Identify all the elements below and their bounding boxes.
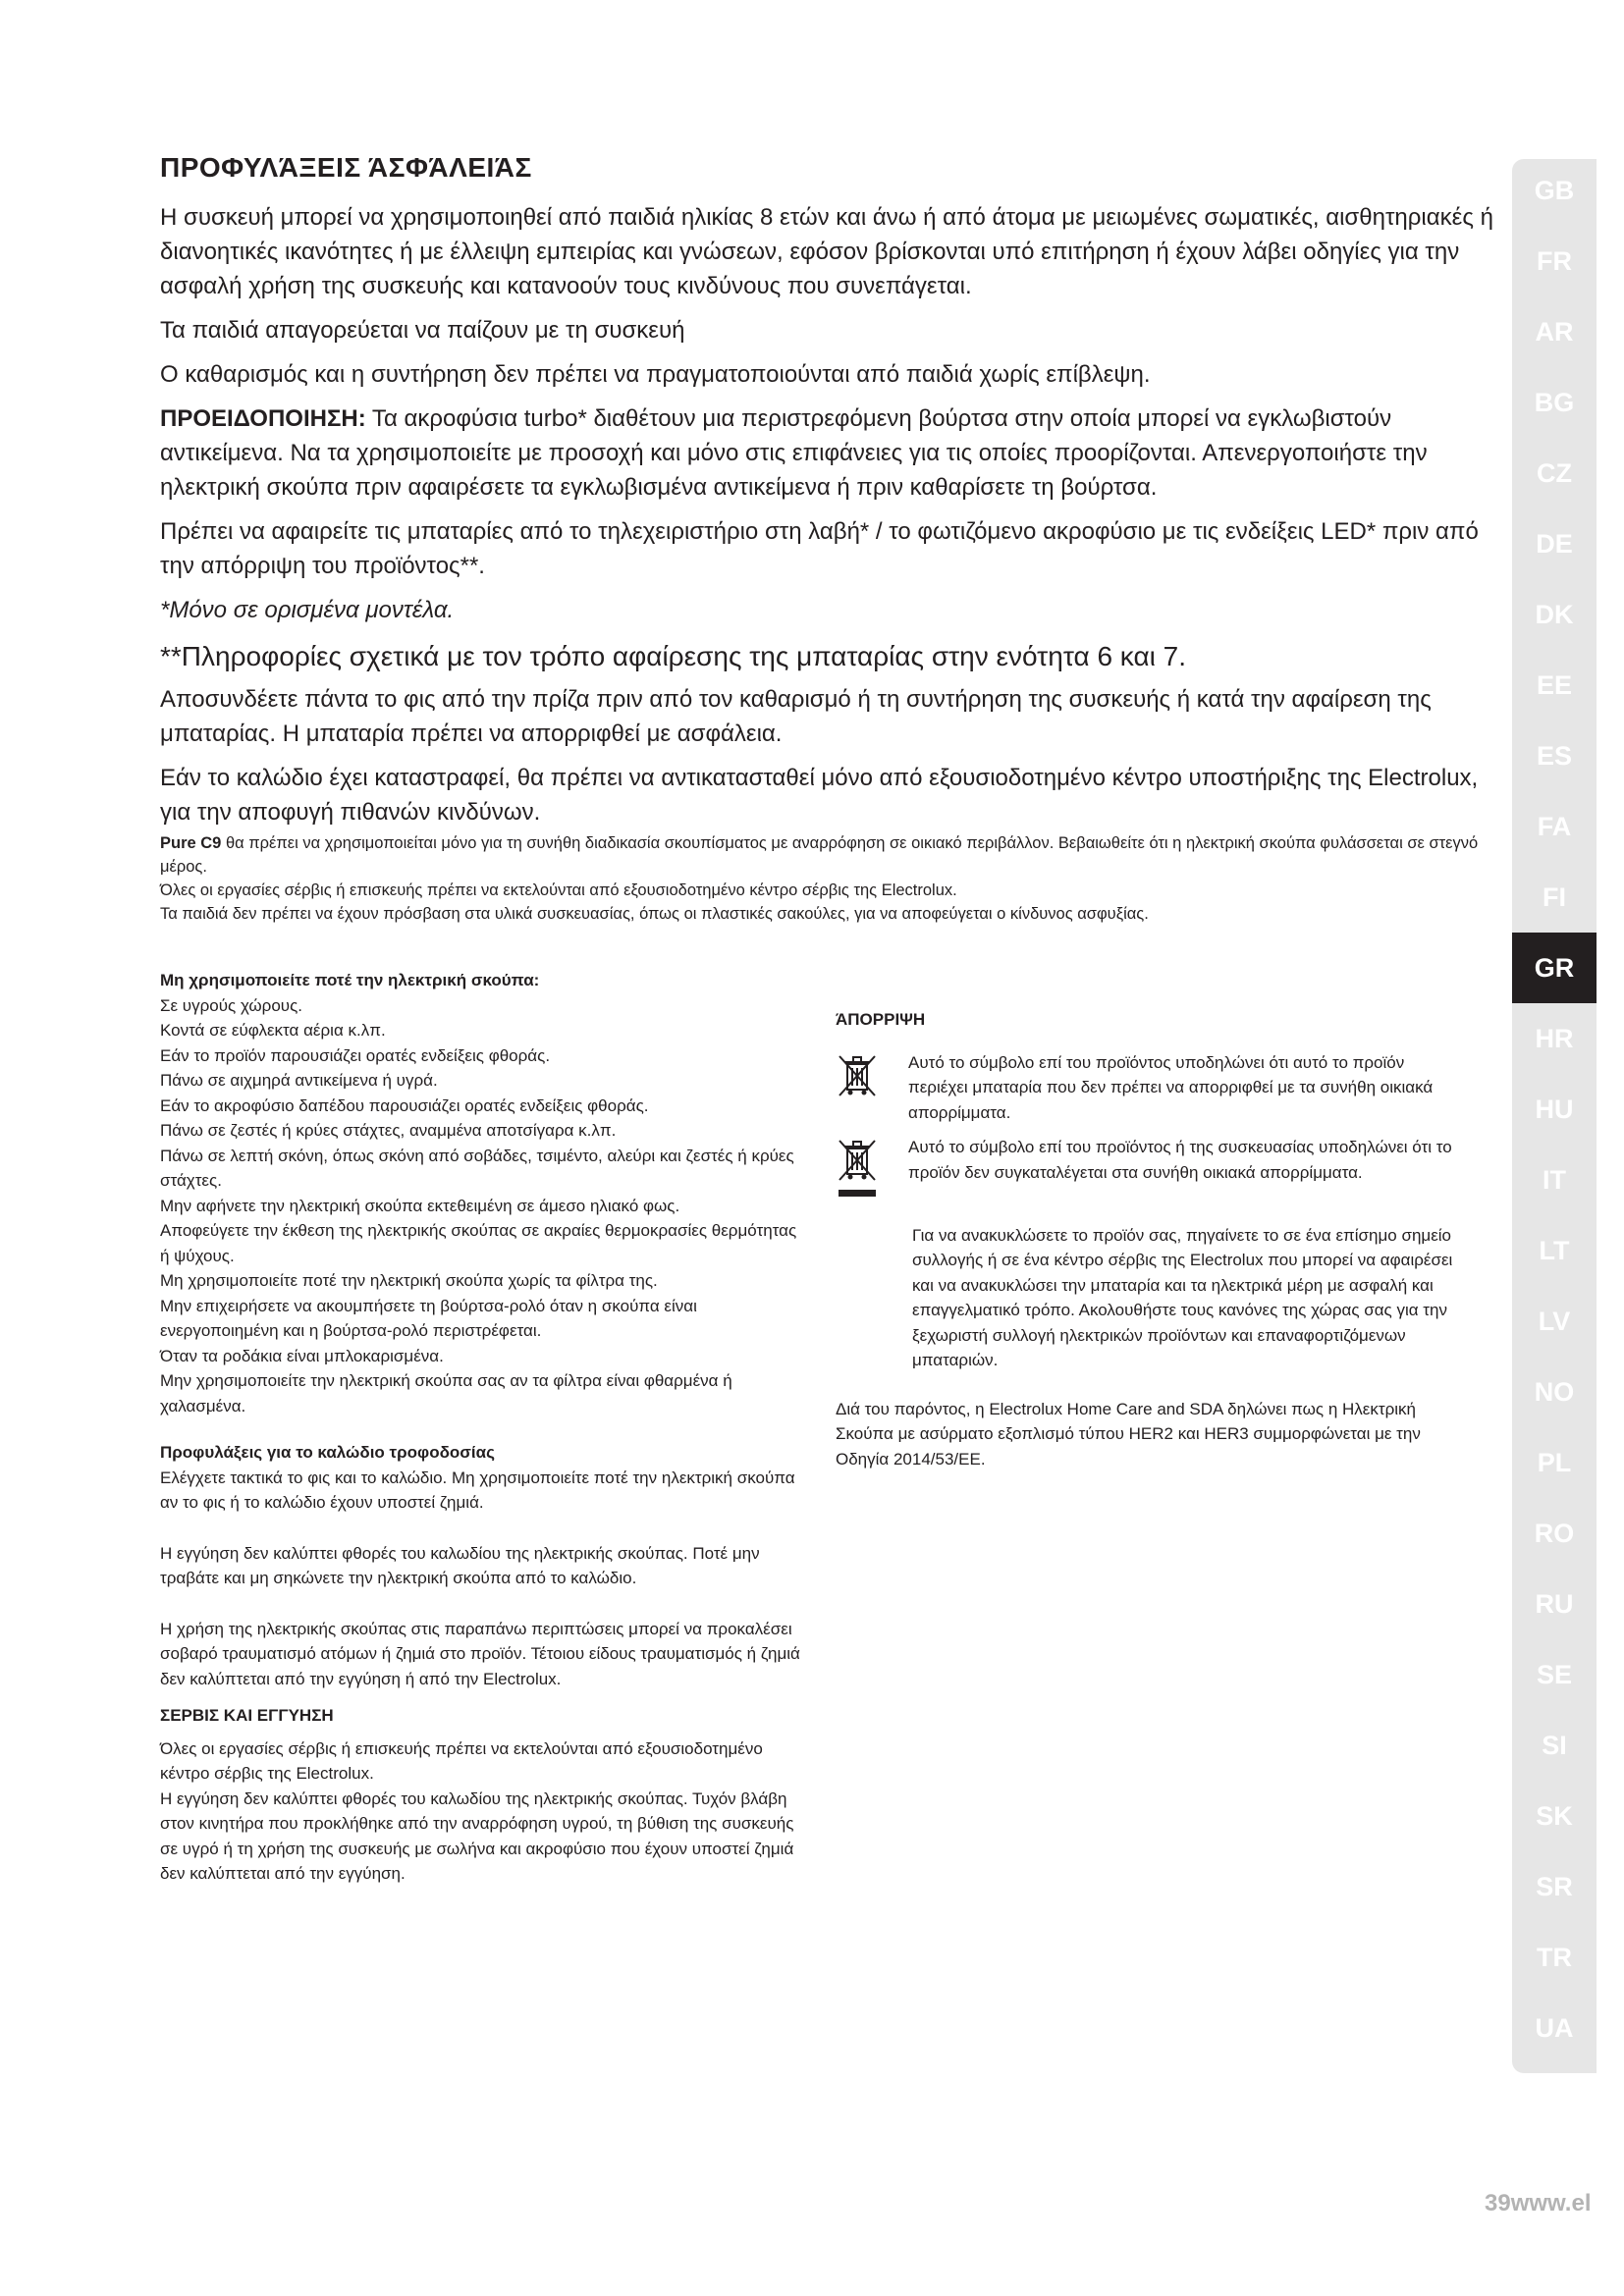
language-tab-fi[interactable]: FI [1543,881,1566,912]
list-item: Μην χρησιμοποιείτε την ηλεκτρική σκούπα σας αν τα φίλτρα είναι φθαρμένα ή χαλασμένα. [160,1371,732,1415]
language-tab-fr[interactable]: FR [1537,245,1572,276]
language-tab-se[interactable]: SE [1536,1659,1573,1689]
language-tab-si[interactable]: SI [1542,1730,1567,1760]
list-item: Πάνω σε λεπτή σκόνη, όπως σκόνη από σοβάδες, τσιμέντο, αλεύρι και ζεστές ή κρύες στάχτες. [160,1146,794,1190]
small-paragraph: Τα παιδιά δεν πρέπει να έχουν πρόσβαση στα υλικά συσκευασίας, όπως οι πλαστικές σακούλες, για να αποφεύγεται ο κίνδυνος ασφυξίας. [160,905,1149,923]
language-tab-gb[interactable]: GB [1534,175,1575,205]
language-tab-no[interactable]: NO [1534,1376,1575,1407]
language-tab-hr[interactable]: HR [1535,1023,1574,1053]
language-tab-ro[interactable]: RO [1534,1518,1575,1548]
paragraph: Η εγγύηση δεν καλύπτει φθορές του καλωδίου της ηλεκτρικής σκούπας. Ποτέ μην τραβάτε και μη σηκώνετε την ηλεκτρική σκούπα από το καλώδιο. [160,1543,760,1587]
paragraph: Τα παιδιά απαγορεύεται να παίζουν με τη συσκευή [160,317,685,344]
language-tab-es[interactable]: ES [1536,740,1573,771]
main-safety-text [160,200,1495,926]
list-item: Μην αφήνετε την ηλεκτρική σκούπα εκτεθειμένη σε άμεσο ηλιακό φως. [160,1196,680,1215]
small-paragraph: Όλες οι εργασίες σέρβις ή επισκευής πρέπει να εκτελούνται από εξουσιοδοτημένο κέντρο σέρβις της Electrolux. [160,881,957,899]
language-tab-ua[interactable]: UA [1535,2012,1574,2043]
page-number: 39www.el [1485,2190,1592,2216]
list-item: Σε υγρούς χώρους. [160,995,303,1015]
paragraph: Ο καθαρισμός και η συντήρηση δεν πρέπει να πραγματοποιούνται από παιδιά χωρίς επίβλεψη. [160,361,1151,388]
language-tab-lt[interactable]: LT [1539,1235,1570,1265]
language-tab-bg[interactable]: BG [1534,387,1575,417]
language-tab-ru[interactable]: RU [1535,1588,1574,1619]
paragraph: Η συσκευή μπορεί να χρησιμοποιηθεί από παιδιά ηλικίας 8 ετών και άνω ή από άτομα με μειωμένες σωματικές, αισθητηριακές ή διανοητικές ικανότητες ή με έλλειψη εμπειρίας και γνώσεων, εφόσον βρίσκονται υπό επιτήρηση ή έχουν λάβει οδηγίες για την ασφαλή χρήση της συσκευής και κατανοούν τους κινδύνους που συνεπάγεται. [160,204,1493,299]
paragraph: Όλες οι εργασίες σέρβις ή επισκευής πρέπει να εκτελούνται από εξουσιοδοτημένο κέντρο σέρβις της Electrolux. [160,1738,763,1783]
warning-label: ΠΡΟΕΙΔΟΠΟΙΗΣΗ: [160,405,366,432]
crossed-bin-icon [836,1050,887,1126]
page-title: ΠΡΟΦΥΛΆΞΕΙΣ ΆΣΦΆΛΕΙΆΣ [160,152,532,183]
recycling-text: Για να ανακυκλώσετε το προϊόν σας, πηγαίνετε το σε ένα επίσημο σημείο συλλογής ή σε ένα κέντρο σέρβις της Electrolux που μπορεί να αφαιρέσει και να ανακυκλώσει την μπαταρία και τα ηλεκτρικά μέρη με ασφαλή και επαγγελματικό τρόπο. Ακολουθήστε τους κανόνες της χώρας σας για την ξεχωριστή συλλογή ηλεκτρικών προϊόντων και επαναφορτιζόμενων μπαταριών. [912,1225,1453,1369]
disposal-text: Αυτό το σύμβολο επί του προϊόντος ή της συσκευασίας υποδηλώνει ότι το προϊόν δεν συγκαταλέγεται στα συνήθη οικιακά απορρίμματα. [908,1138,1452,1182]
product-name: Pure C9 [160,834,222,852]
list-item: Μην επιχειρήσετε να ακουμπήσετε τη βούρτσα-ρολό όταν η σκούπα είναι ενεργοποιημένη και η βούρτσα-ρολό περιστρέφεται. [160,1296,697,1340]
language-tab-hu[interactable]: HU [1535,1094,1574,1124]
paragraph: Εάν το καλώδιο έχει καταστραφεί, θα πρέπει να αντικατασταθεί μόνο από εξουσιοδοτημένο κέντρο υποστήριξης της Electrolux, για την αποφυγή πιθανών κινδύνων. [160,765,1479,826]
language-tab-gr[interactable]: GR [1512,933,1597,1003]
list-item: Πάνω σε ζεστές ή κρύες στάχτες, αναμμένα αποτσίγαρα κ.λπ. [160,1121,617,1140]
language-tab-dk[interactable]: DK [1535,599,1574,629]
small-paragraph [160,831,1495,879]
list-item: Κοντά σε εύφλεκτα αέρια κ.λπ. [160,1021,386,1040]
small-text: θα πρέπει να χρησιμοποιείται μόνο για τη συνήθη διαδικασία σκουπίσματος με αναρρόφηση σε οικιακό περιβάλλον. Βεβαιωθείτε ότι η ηλεκτρική σκούπα φυλάσσεται σε στεγνό μέρος. [160,834,1479,876]
language-tab-it[interactable]: IT [1543,1164,1566,1195]
crossed-bin-with-bar-icon [836,1135,887,1213]
footnote-models: *Μόνο σε ορισμένα μοντέλα. [160,597,455,623]
list-item: Εάν το ακροφύσιο δαπέδου παρουσιάζει ορατές ενδείξεις φθοράς. [160,1095,649,1115]
disposal-heading: ΆΠΟΡΡΙΨΗ [836,1010,926,1029]
language-tab-sr[interactable]: SR [1536,1871,1573,1901]
paragraph: Αποσυνδέετε πάντα το φις από την πρίζα πριν από τον καθαρισμό ή τη συντήρηση της συσκευής ή κατά την αφαίρεση της μπαταρίας. Η μπαταρία πρέπει να απορριφθεί με ασφάλεια. [160,686,1432,747]
list-item: Όταν τα ροδάκια είναι μπλοκαρισμένα. [160,1346,444,1365]
disposal-text: Αυτό το σύμβολο επί του προϊόντος υποδηλώνει ότι αυτό το προϊόν περιέχει μπαταρία που δεν πρέπει να απορριφθεί με τα συνήθη οικιακά απορρίμματα. [908,1052,1434,1122]
section-heading: ΣΕΡΒΙΣ ΚΑΙ ΕΓΓΥΗΣΗ [160,1706,334,1725]
section-heading: Μη χρησιμοποιείτε ποτέ την ηλεκτρική σκούπα: [160,971,540,989]
list-item: Πάνω σε αιχμηρά αντικείμενα ή υγρά. [160,1071,438,1090]
language-tab-ee[interactable]: EE [1536,669,1573,700]
language-tab-de[interactable]: DE [1536,528,1573,559]
warning-paragraph [160,401,1495,505]
list-item: Μη χρησιμοποιείτε ποτέ την ηλεκτρική σκούπα χωρίς τα φίλτρα της. [160,1271,658,1290]
left-column [160,968,808,1887]
paragraph: Ελέγχετε τακτικά το φις και το καλώδιο. Μη χρησιμοποιείτε ποτέ την ηλεκτρική σκούπα αν το φις ή το καλώδιο έχουν υποστεί ζημιά. [160,1468,795,1512]
paragraph: Πρέπει να αφαιρείτε τις μπαταρίες από το τηλεχειριστήριο στη λαβή* / το φωτιζόμενο ακροφύσιο με τις ενδείξεις LED* πριν από την απόρριψη του προϊόντος**. [160,518,1479,579]
language-tab-cz[interactable]: CZ [1537,457,1572,488]
disposal-item [836,1135,1464,1213]
paragraph: Η εγγύηση δεν καλύπτει φθορές του καλωδίου της ηλεκτρικής σκούπας. Τυχόν βλάβη στον κινητήρα που προκλήθηκε από την αναρρόφηση υγρού, τη βύθιση της συσκευής σε υγρό ή τη χρήση της συσκευής με σωλήνα και ακροφύσιο που έχουν υποστεί ζημιά δεν καλύπτεται από την εγγύηση. [160,1789,794,1883]
battery-removal-note: **Πληροφορίες σχετικά με τον τρόπο αφαίρεσης της μπαταρίας στην ενότητα 6 και 7. [160,641,1186,671]
list-item: Εάν το προϊόν παρουσιάζει ορατές ενδείξεις φθοράς. [160,1045,551,1065]
language-tab-fa[interactable]: FA [1537,811,1572,841]
section-heading: Προφυλάξεις για το καλώδιο τροφοδοσίας [160,1443,495,1462]
list-item: Αποφεύγετε την έκθεση της ηλεκτρικής σκούπας σε ακραίες θερμοκρασίες θερμότητας ή ψύχους. [160,1221,797,1265]
disposal-item [836,1050,1464,1126]
paragraph: Η χρήση της ηλεκτρικής σκούπας στις παραπάνω περιπτώσεις μπορεί να προκαλέσει σοβαρό τραυματισμό ατόμων ή ζημιά στο προϊόν. Τέτοιου είδους τραυματισμός ή ζημιά δεν καλύπτεται από την εγγύηση ή από την Electrolux. [160,1619,800,1688]
right-column [836,1007,1464,1488]
language-tab-pl[interactable]: PL [1537,1447,1572,1477]
language-tab-lv[interactable]: LV [1538,1306,1571,1336]
language-tab-tr[interactable]: TR [1537,1942,1572,1972]
conformity-declaration: Διά του παρόντος, η Electrolux Home Care and SDA δηλώνει πως η Ηλεκτρική Σκούπα με ασύρματο εξοπλισμό τύπου HER2 και HER3 συμμορφώνεται με την Οδηγία 2014/53/ΕΕ. [836,1399,1421,1468]
language-tab-ar[interactable]: AR [1535,316,1574,347]
language-tab-sk[interactable]: SK [1536,1800,1573,1831]
warning-text: Τα ακροφύσια turbo* διαθέτουν μια περιστρεφόμενη βούρτσα στην οποία μπορεί να εγκλωβιστούν αντικείμενα. Να τα χρησιμοποιείτε με προσοχή και μόνο στις επιφάνειες για τις οποίες προορίζονται. Απενεργοποιήστε την ηλεκτρική σκούπα πριν αφαιρέσετε τα εγκλωβισμένα αντικείμενα ή πριν καθαρίσετε τη βούρτσα. [160,405,1428,501]
